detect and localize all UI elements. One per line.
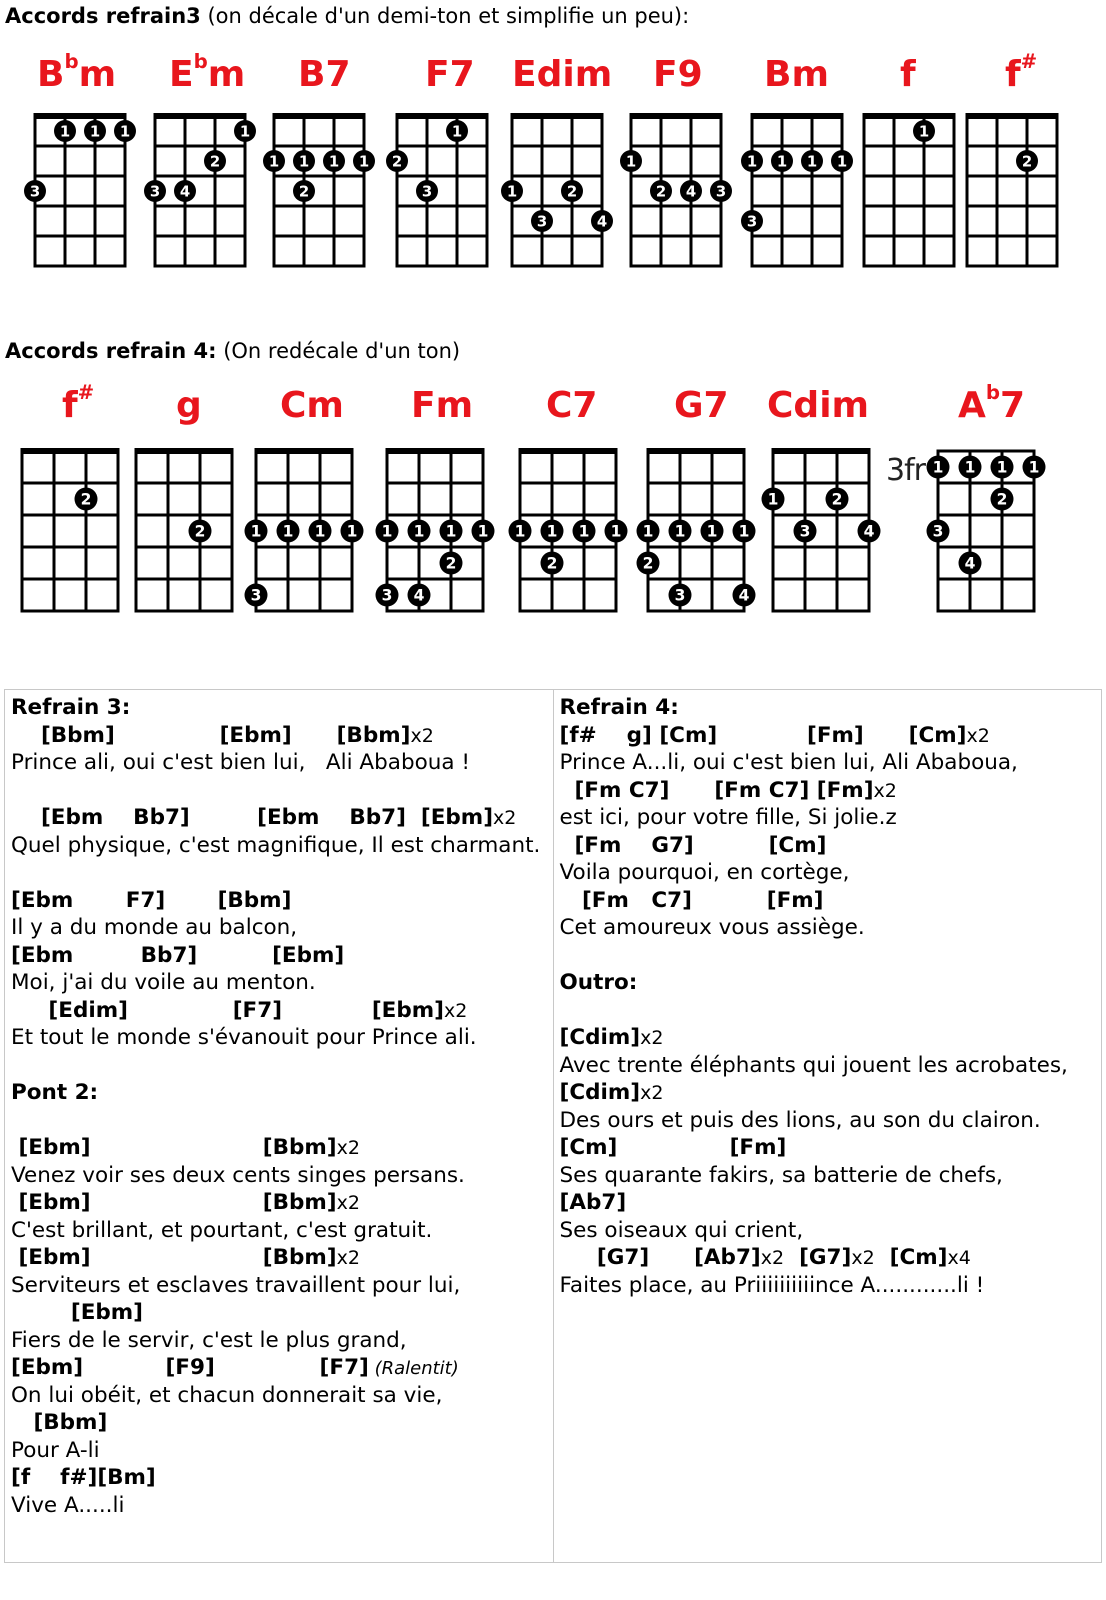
- fretboard-grid: [15, 106, 145, 296]
- chord-name: Edim: [512, 54, 613, 95]
- finger-number: 1: [964, 458, 976, 477]
- lyric-line: Pour A-li: [11, 1437, 100, 1463]
- finger-number: 1: [451, 122, 463, 141]
- finger-number: 1: [836, 152, 848, 171]
- chord-line: [Fm C7] [Fm]: [559, 887, 824, 913]
- refrain4-column: [553, 690, 1102, 1563]
- chord-name: $E^bm$: [169, 50, 246, 95]
- finger-number: 1: [610, 522, 622, 541]
- finger-number: 3: [29, 182, 41, 201]
- chord-name: F9: [653, 54, 703, 95]
- fretboard-grid: [492, 106, 622, 296]
- finger-number: 3: [536, 212, 548, 231]
- finger-number: 2: [445, 554, 457, 573]
- fretboard-grid: [628, 441, 764, 641]
- blank-line: [560, 997, 1096, 1025]
- fretboard-grid: [135, 106, 265, 296]
- finger-number: 2: [546, 554, 558, 573]
- section-heading: Outro:: [559, 970, 638, 995]
- finger-number: 1: [918, 122, 930, 141]
- chord-line: [f f#][Bm]: [11, 1465, 156, 1490]
- lyric-line: Avec trente éléphants qui jouent les acrobates,: [559, 1052, 1068, 1078]
- chord-diagrams-refrain3: [0, 50, 1106, 300]
- finger-number: 1: [738, 522, 750, 541]
- fretboard-grid: [377, 106, 507, 296]
- finger-number: 1: [250, 522, 262, 541]
- blank-line: [560, 942, 1096, 970]
- lyric-line: Venez voir ses deux cents singes persans.: [11, 1162, 465, 1188]
- chord-line: [Fm G7] [Cm]: [559, 832, 827, 858]
- lyrics-table: [4, 689, 1102, 1563]
- finger-number: 1: [514, 522, 526, 541]
- chord-name: C7: [546, 385, 598, 426]
- finger-number: 1: [932, 458, 944, 477]
- chord-line: [Ebm] [F9] [F7] (Ralentit): [11, 1355, 459, 1380]
- chord-line: [f# g] [Cm] [Fm] [Cm]x2: [559, 722, 990, 748]
- chord-line: [Ebm Bb7] [Ebm]: [11, 942, 345, 968]
- fretboard-grid: [254, 106, 384, 296]
- fretboard-grid: [611, 106, 741, 296]
- chord-name: $A^b7$: [958, 381, 1026, 426]
- finger-number: 4: [964, 554, 976, 573]
- finger-number: 1: [506, 182, 518, 201]
- finger-number: 1: [298, 152, 310, 171]
- lyric-line: Quel physique, c'est magnifique, Il est charmant.: [11, 832, 541, 858]
- chord-name: Cdim: [767, 385, 870, 426]
- chord-name: Bm: [764, 54, 829, 95]
- chord-line: [Bbm] [Ebm] [Bbm]x2: [11, 722, 434, 748]
- chord-name: G7: [674, 385, 729, 426]
- finger-number: 1: [746, 152, 758, 171]
- finger-number: 2: [642, 554, 654, 573]
- chord-name: f: [900, 54, 916, 95]
- chord-line: [Ebm] [Bbm]x2: [11, 1245, 360, 1270]
- finger-number: 3: [932, 522, 944, 541]
- lyric-line: Serviteurs et esclaves travaillent pour lui,: [11, 1272, 461, 1298]
- finger-number: 1: [239, 122, 251, 141]
- finger-number: 3: [149, 182, 161, 201]
- finger-number: 1: [346, 522, 358, 541]
- fretboard-grid: [918, 441, 1054, 641]
- lyric-line: On lui obéit, et chacun donnerait sa vie,: [11, 1382, 443, 1408]
- finger-number: 1: [706, 522, 718, 541]
- finger-number: 1: [642, 522, 654, 541]
- finger-number: 2: [831, 490, 843, 509]
- finger-number: 2: [194, 522, 206, 541]
- finger-number: 1: [806, 152, 818, 171]
- lyric-line: Cet amoureux vous assiège.: [559, 915, 865, 940]
- fretboard-grid: [753, 441, 889, 641]
- blank-line: [11, 1052, 547, 1080]
- chord-line: [Ebm] [Bbm]x2: [11, 1135, 360, 1160]
- finger-number: 3: [746, 212, 758, 231]
- finger-number: 2: [80, 490, 92, 509]
- finger-number: 4: [413, 586, 425, 605]
- chord-name: F7: [425, 54, 475, 95]
- finger-number: 1: [625, 152, 637, 171]
- finger-number: 1: [674, 522, 686, 541]
- lyric-line: Des ours et puis des lions, au son du clairon.: [559, 1107, 1041, 1133]
- chord-name: $B^bm$: [37, 50, 117, 95]
- fretboard-grid: [116, 441, 252, 641]
- chord-line: [Ebm F7] [Bbm]: [11, 887, 292, 913]
- finger-number: 1: [767, 490, 779, 509]
- finger-number: 1: [578, 522, 590, 541]
- finger-number: 2: [209, 152, 221, 171]
- lyric-line: Ses quarante fakirs, sa batterie de chefs,: [559, 1162, 1003, 1188]
- lyric-line: Il y a du monde au balcon,: [11, 915, 298, 940]
- lyric-line: Ses oiseaux qui crient,: [559, 1217, 804, 1243]
- chord-name: f#: [1005, 50, 1038, 95]
- finger-number: 1: [776, 152, 788, 171]
- finger-number: 3: [381, 586, 393, 605]
- lyric-line: Et tout le monde s'évanouit pour Prince ali.: [11, 1025, 477, 1050]
- finger-number: 1: [477, 522, 489, 541]
- finger-number: 2: [566, 182, 578, 201]
- chord-name: g: [176, 385, 202, 426]
- blank-line: [11, 859, 547, 887]
- finger-number: 3: [799, 522, 811, 541]
- finger-number: 1: [996, 458, 1008, 477]
- finger-number: 1: [546, 522, 558, 541]
- finger-number: 2: [298, 182, 310, 201]
- blank-line: [11, 1107, 547, 1135]
- finger-number: 1: [358, 152, 370, 171]
- chord-line: [Ab7]: [559, 1190, 627, 1215]
- section2-title: Accords refrain 4: (On redécale d'un ton): [5, 339, 461, 363]
- finger-number: 1: [381, 522, 393, 541]
- lyric-line: Fiers de le servir, c'est le plus grand,: [11, 1327, 407, 1353]
- finger-number: 1: [119, 122, 131, 141]
- finger-number: 4: [685, 182, 697, 201]
- chord-line: [Bbm]: [11, 1410, 108, 1435]
- fretboard-grid: [732, 106, 862, 296]
- fretboard-grid: [947, 106, 1077, 296]
- finger-number: 3: [674, 586, 686, 605]
- fretboard-grid: [500, 441, 636, 641]
- refrain3-heading: Refrain 3:: [11, 695, 131, 720]
- section1-title: Accords refrain3 (on décale d'un demi-ton et simplifie un peu):: [5, 4, 690, 28]
- finger-number: 4: [596, 212, 608, 231]
- chord-line: [Ebm Bb7] [Ebm Bb7] [Ebm]x2: [11, 805, 517, 830]
- lyric-line: Voila pourquoi, en cortège,: [559, 860, 850, 885]
- lyric-line: est ici, pour votre fille, Si jolie.z: [559, 805, 897, 830]
- chord-name: B7: [298, 54, 351, 95]
- fretboard-grid: [367, 441, 503, 641]
- finger-number: 3: [715, 182, 727, 201]
- finger-number: 1: [445, 522, 457, 541]
- finger-number: 2: [655, 182, 667, 201]
- finger-number: 2: [391, 152, 403, 171]
- chord-line: [Cdim]x2: [559, 1025, 664, 1050]
- fret-position-label: 3fr: [886, 453, 925, 488]
- chord-line: [G7] [Ab7]x2 [G7]x2 [Cm]x4: [559, 1245, 971, 1270]
- blank-line: [11, 777, 547, 805]
- finger-number: 4: [863, 522, 875, 541]
- finger-number: 4: [738, 586, 750, 605]
- section-heading: Pont 2:: [11, 1080, 99, 1105]
- finger-number: 2: [996, 490, 1008, 509]
- chord-line: [Fm C7] [Fm C7] [Fm]x2: [559, 777, 897, 803]
- refrain4-heading: Refrain 4:: [559, 695, 679, 720]
- chord-line: [Ebm] [Bbm]x2: [11, 1190, 360, 1215]
- finger-number: 4: [179, 182, 191, 201]
- chord-line: [Cm] [Fm]: [559, 1135, 787, 1160]
- chord-line: [Edim] [F7] [Ebm]x2: [11, 997, 468, 1023]
- finger-number: 1: [89, 122, 101, 141]
- chord-line: [Cdim]x2: [559, 1080, 664, 1105]
- finger-number: 2: [1021, 152, 1033, 171]
- finger-number: 1: [328, 152, 340, 171]
- finger-number: 3: [421, 182, 433, 201]
- chord-name: f#: [62, 381, 95, 426]
- lyric-line: Faites place, au Priiiiiiiiiince A............li !: [559, 1272, 985, 1298]
- chord-name: Cm: [280, 385, 344, 426]
- finger-number: 1: [1028, 458, 1040, 477]
- lyric-line: Prince A...li, oui c'est bien lui, Ali Ababoua,: [559, 750, 1018, 775]
- lyric-line: Vive A.....li: [11, 1492, 125, 1518]
- refrain3-column: [5, 690, 554, 1563]
- finger-number: 1: [314, 522, 326, 541]
- fretboard-grid: [236, 441, 372, 641]
- chord-diagrams-refrain4: [0, 383, 1106, 633]
- finger-number: 1: [282, 522, 294, 541]
- lyric-line: Moi, j'ai du voile au menton.: [11, 970, 316, 995]
- finger-number: 1: [268, 152, 280, 171]
- chord-name: Fm: [411, 385, 474, 426]
- finger-number: 1: [413, 522, 425, 541]
- chord-line: [Ebm]: [11, 1300, 144, 1325]
- finger-number: 3: [250, 586, 262, 605]
- finger-number: 1: [59, 122, 71, 141]
- lyric-line: Prince ali, oui c'est bien lui, Ali Ababoua !: [11, 750, 471, 775]
- lyric-line: C'est brillant, et pourtant, c'est gratuit.: [11, 1217, 433, 1243]
